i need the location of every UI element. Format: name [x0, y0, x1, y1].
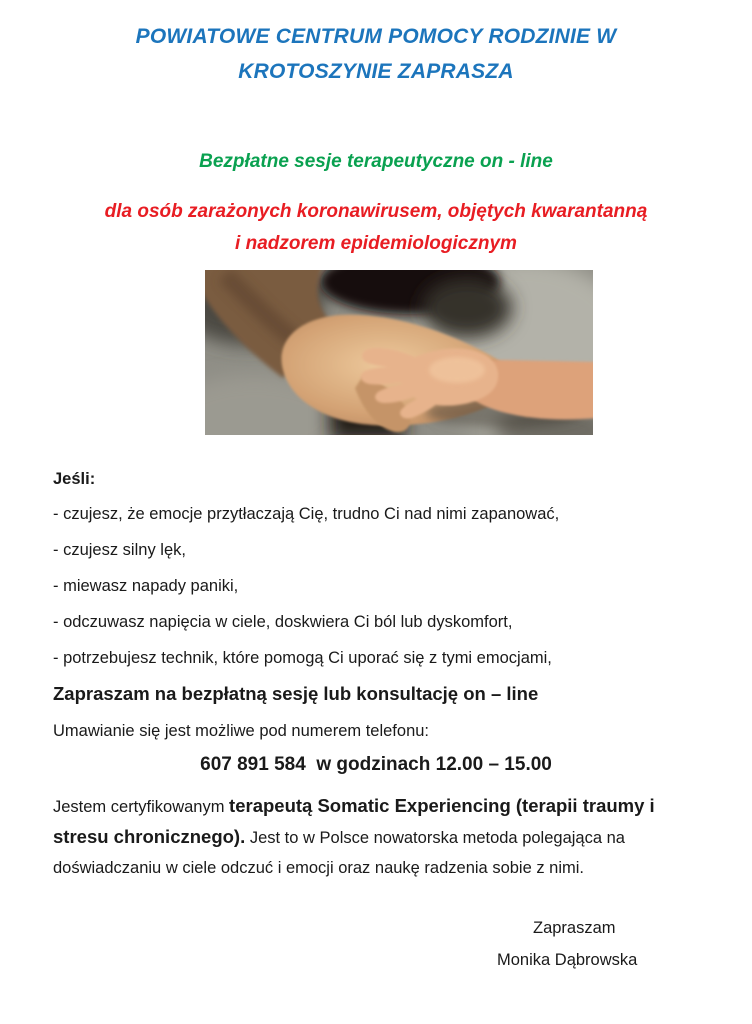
phone-number-line: 607 891 584 w godzinach 12.00 – 15.00	[200, 754, 552, 775]
condition-item: - czujesz silny lęk,	[53, 541, 186, 559]
booking-info-line: Umawianie się jest możliwe pod numerem telefonu:	[53, 722, 430, 740]
signature-name: Monika Dąbrowska	[497, 951, 638, 969]
condition-item: - potrzebujesz technik, które pomogą Ci uporać się z tymi emocjami,	[53, 649, 552, 667]
signature-closing: Zapraszam	[533, 919, 616, 937]
subtitle-red-line1: dla osób zarażonych koronawirusem, objętych kwarantanną	[104, 201, 648, 222]
about-therapist-paragraph	[53, 791, 715, 883]
condition-item: - miewasz napady paniki,	[53, 577, 239, 595]
subtitle-green: Bezpłatne sesje terapeutyczne on - line	[199, 151, 553, 172]
page-title	[0, 19, 752, 89]
subtitle-red	[0, 196, 752, 260]
page-title-line1: POWIATOWE CENTRUM POMOCY RODZINIE W	[135, 25, 617, 48]
condition-item: - odczuwasz napięcia w ciele, doskwiera Ci ból lub dyskomfort,	[53, 613, 513, 631]
conditions-label: Jeśli:	[53, 470, 96, 488]
about-part3: Jest to w Polsce nowatorska metoda polegająca na doświadczaniu w ciele odczuć i emocji oraz naukę radzenia sobie z nimi.	[53, 829, 625, 877]
about-part2-bold: terapeutą Somatic Experiencing (terapii traumy i stresu chronicznego).	[53, 795, 655, 847]
invitation-line: Zapraszam na bezpłatną sesję lub konsultację on – line	[53, 683, 539, 704]
page-title-line2: KROTOSZYNIE ZAPRASZA	[238, 60, 514, 83]
subtitle-red-line2: i nadzorem epidemiologicznym	[235, 233, 517, 254]
about-part1: Jestem certyfikowanym	[53, 798, 230, 816]
hands-photo-illustration	[205, 270, 593, 435]
hands-photo	[205, 270, 593, 435]
condition-item: - czujesz, że emocje przytłaczają Cię, trudno Ci nad nimi zapanować,	[53, 505, 560, 523]
